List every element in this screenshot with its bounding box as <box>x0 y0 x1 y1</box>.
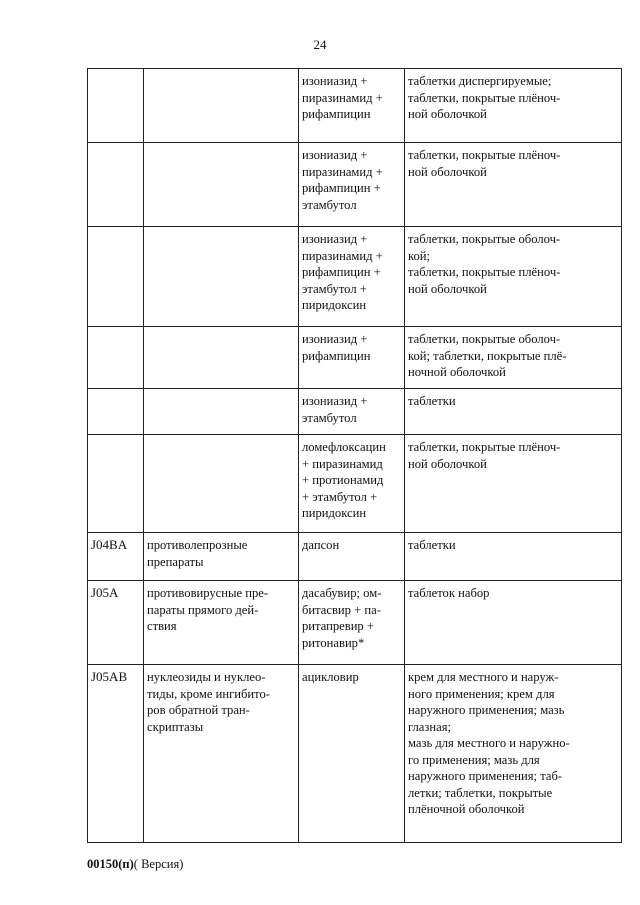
table-body <box>88 69 622 843</box>
cell-drug: дасабувир; ом- битасвир + па- ритапревир + ритонавир* <box>299 581 405 665</box>
table-row <box>88 581 622 665</box>
cell-group <box>144 389 299 435</box>
cell-group <box>144 327 299 389</box>
cell-group <box>144 69 299 143</box>
cell-form: таблетки <box>405 533 622 581</box>
page-number: 24 <box>313 37 327 52</box>
cell-form: таблетки, покрытые оболоч- кой; таблетки, покрытые плёноч- ной оболочкой <box>405 227 622 327</box>
cell-form: крем для местного и наруж- ного применения; крем для наружного применения; мазь глазная; мазь для местного и наружно- го применения; мазь для наружного применения; таб- летки; таблетки, покрытые плёночной оболочкой <box>405 665 622 843</box>
table-row <box>88 69 622 143</box>
cell-drug: изониазид + пиразинамид + рифампицин <box>299 69 405 143</box>
cell-drug: изониазид + рифампицин <box>299 327 405 389</box>
table-row <box>88 435 622 533</box>
cell-code <box>88 69 144 143</box>
cell-code <box>88 327 144 389</box>
cell-drug: изониазид + пиразинамид + рифампицин + этамбутол <box>299 143 405 227</box>
cell-code: J04BA <box>88 533 144 581</box>
cell-group <box>144 143 299 227</box>
table-row <box>88 227 622 327</box>
cell-form: таблетки <box>405 389 622 435</box>
cell-group <box>144 435 299 533</box>
cell-form: таблетки, покрытые плёноч- ной оболочкой <box>405 435 622 533</box>
cell-code <box>88 227 144 327</box>
footer-code: 00150(п) <box>87 857 134 871</box>
footer-version: ( Версия) <box>133 857 184 871</box>
table-row <box>88 143 622 227</box>
footer <box>87 857 183 872</box>
cell-group <box>144 227 299 327</box>
drug-table <box>87 68 622 843</box>
cell-group: нуклеозиды и нуклео- тиды, кроме ингибито- ров обратной тран- скриптазы <box>144 665 299 843</box>
cell-drug: изониазид + этамбутол <box>299 389 405 435</box>
cell-form: таблетки диспергируемые; таблетки, покрытые плёноч- ной оболочкой <box>405 69 622 143</box>
cell-form: таблетки, покрытые оболоч- кой; таблетки, покрытые плё- ночной оболочкой <box>405 327 622 389</box>
cell-drug: ацикловир <box>299 665 405 843</box>
table-row <box>88 389 622 435</box>
table-row <box>88 533 622 581</box>
cell-code: J05A <box>88 581 144 665</box>
cell-drug: дапсон <box>299 533 405 581</box>
cell-group: противовирусные пре- параты прямого дей- ствия <box>144 581 299 665</box>
cell-code: J05AB <box>88 665 144 843</box>
cell-form: таблеток набор <box>405 581 622 665</box>
cell-drug: изониазид + пиразинамид + рифампицин + этамбутол + пиридоксин <box>299 227 405 327</box>
cell-group: противолепрозные препараты <box>144 533 299 581</box>
cell-code <box>88 143 144 227</box>
cell-code <box>88 389 144 435</box>
table-row <box>88 665 622 843</box>
table-row <box>88 327 622 389</box>
cell-drug: ломефлоксацин + пиразинамид + протионамид + этамбутол + пиридоксин <box>299 435 405 533</box>
cell-form: таблетки, покрытые плёноч- ной оболочкой <box>405 143 622 227</box>
cell-code <box>88 435 144 533</box>
